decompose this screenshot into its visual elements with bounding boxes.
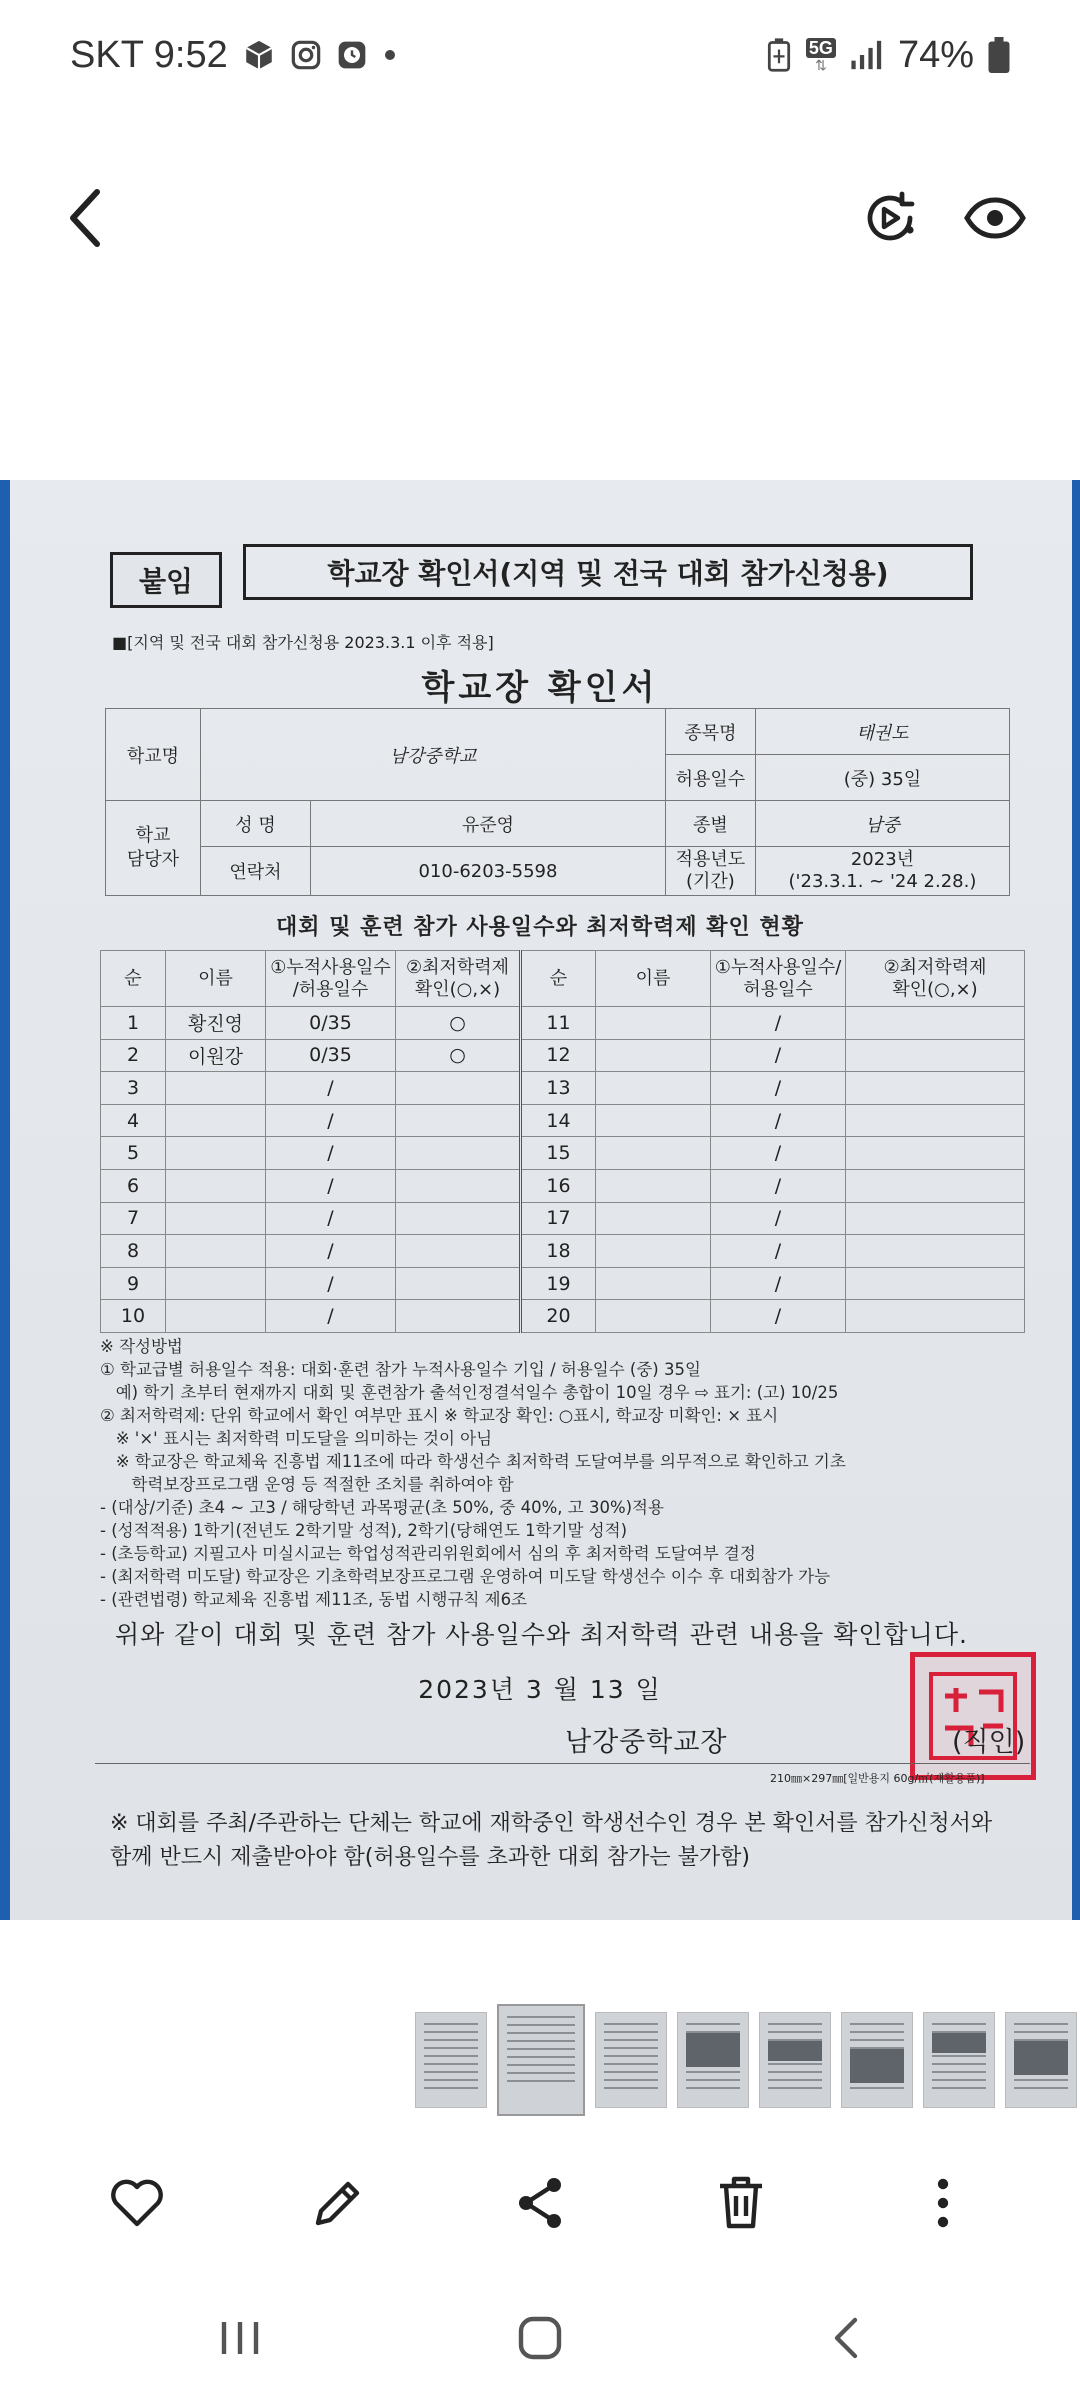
- row-days-right: /: [711, 1169, 846, 1202]
- row-academic-right: [846, 1104, 1025, 1137]
- row-academic-right: [846, 1202, 1025, 1235]
- thumbnail-item[interactable]: [677, 2012, 749, 2108]
- network-type: 5G: [806, 38, 836, 58]
- system-back-button[interactable]: [805, 2300, 885, 2380]
- gender-label: 종별: [665, 801, 755, 847]
- row-academic: [396, 1137, 521, 1170]
- allowed-label: 허용일수: [665, 755, 755, 801]
- instruction-line: ① 학교급별 허용일수 적용: 대회·훈련 참가 누적사용일수 기입 / 허용일수 (중) 35일: [100, 1360, 701, 1379]
- participants-table: [100, 950, 1025, 1333]
- applies-note: ■[지역 및 전국 대회 참가신청용 2023.3.1 이후 적용]: [112, 633, 494, 652]
- thumbnail-item[interactable]: [841, 2012, 913, 2108]
- school-label: 학교명: [106, 709, 201, 801]
- view-button[interactable]: [955, 180, 1035, 260]
- table-row: [101, 1137, 1025, 1170]
- writing-instructions: [100, 1335, 1030, 1611]
- row-academic: ○: [396, 1039, 521, 1072]
- row-academic: [396, 1267, 521, 1300]
- row-name: [166, 1137, 266, 1170]
- col-days-right: ①누적사용일수/ 허용일수: [711, 951, 846, 1007]
- col-name-right: 이름: [596, 951, 711, 1007]
- row-no-right: 17: [521, 1202, 596, 1235]
- official-seal-icon: [910, 1652, 1036, 1780]
- row-academic: [396, 1072, 521, 1105]
- row-days-right: /: [711, 1235, 846, 1268]
- row-days: /: [266, 1169, 396, 1202]
- home-icon: [517, 2315, 563, 2365]
- contact-value: 010-6203-5598: [311, 847, 666, 896]
- table-row: [101, 1235, 1025, 1268]
- row-name: [166, 1267, 266, 1300]
- table-row: [101, 1039, 1025, 1072]
- row-days: /: [266, 1104, 396, 1137]
- row-no: 1: [101, 1007, 166, 1040]
- row-no: 10: [101, 1300, 166, 1333]
- row-days: /: [266, 1267, 396, 1300]
- row-name-right: [596, 1007, 711, 1040]
- row-no: 3: [101, 1072, 166, 1105]
- row-no-right: 18: [521, 1235, 596, 1268]
- row-no: 7: [101, 1202, 166, 1235]
- instruction-line: ※ '×' 표시는 최저학력 미도달을 의미하는 것이 아님: [100, 1429, 493, 1448]
- status-bar: [0, 0, 1080, 110]
- more-options-button[interactable]: [903, 2165, 983, 2245]
- col-academic-right: ②최저학력제 확인(○,×): [846, 951, 1025, 1007]
- instruction-line: ※ 학교장은 학교체육 진흥법 제11조에 따라 학생선수 최저학력 도달여부를 의무적으로 확인하고 기초: [100, 1452, 846, 1471]
- back-button[interactable]: [45, 180, 125, 260]
- table-row: [101, 1300, 1025, 1333]
- instruction-line: - (대상/기준) 초4 ~ 고3 / 해당학년 과목평균(초 50%, 중 40%, 고 30%)적용: [100, 1498, 664, 1517]
- row-academic: ○: [396, 1007, 521, 1040]
- row-name-right: [596, 1169, 711, 1202]
- pencil-icon: [310, 2175, 366, 2235]
- row-name-right: [596, 1235, 711, 1268]
- viewer-top-bar: [0, 150, 1080, 290]
- instruction-line: ② 최저학력제: 단위 학교에서 확인 여부만 표시 ※ 학교장 확인: ○표시, 학교장 미확인: × 표시: [100, 1406, 779, 1425]
- seal-label: (직인): [952, 1727, 1026, 1758]
- share-button[interactable]: [500, 2165, 580, 2245]
- row-name: [166, 1235, 266, 1268]
- table-row: [101, 1072, 1025, 1105]
- favorite-button[interactable]: [97, 2165, 177, 2245]
- system-navigation-bar: [0, 2280, 1080, 2400]
- row-name-right: [596, 1202, 711, 1235]
- row-name: [166, 1202, 266, 1235]
- cube-icon: [242, 38, 276, 72]
- remaster-icon: [860, 188, 920, 252]
- name-value: 유준영: [311, 801, 666, 847]
- home-button[interactable]: [500, 2300, 580, 2380]
- thumbnail-strip[interactable]: [415, 2005, 1077, 2115]
- row-days-right: /: [711, 1300, 846, 1333]
- gender-value: 남중: [755, 801, 1009, 847]
- thumbnail-item[interactable]: [595, 2012, 667, 2108]
- info-table: [105, 708, 1010, 896]
- col-name: 이름: [166, 951, 266, 1007]
- sport-label: 종목명: [665, 709, 755, 755]
- document-title: 학교장 확인서: [421, 668, 659, 708]
- row-academic-right: [846, 1267, 1025, 1300]
- row-no-right: 14: [521, 1104, 596, 1137]
- row-name-right: [596, 1039, 711, 1072]
- row-days-right: /: [711, 1039, 846, 1072]
- instagram-icon: [290, 39, 322, 71]
- row-academic-right: [846, 1072, 1025, 1105]
- recent-apps-icon: [218, 2318, 262, 2362]
- row-academic: [396, 1300, 521, 1333]
- row-days: 0/35: [266, 1007, 396, 1040]
- row-name: 황진영: [166, 1007, 266, 1040]
- col-days: ①누적사용일수 /허용일수: [266, 951, 396, 1007]
- table-row: [101, 1169, 1025, 1202]
- battery-percent: 74%: [897, 33, 974, 76]
- table-row: [101, 1267, 1025, 1300]
- 5g-icon: 5G ⇅: [806, 38, 836, 72]
- row-academic-right: [846, 1169, 1025, 1202]
- row-days: /: [266, 1202, 396, 1235]
- row-no-right: 19: [521, 1267, 596, 1300]
- recent-apps-button[interactable]: [200, 2300, 280, 2380]
- back-arrow-icon: [65, 188, 105, 252]
- row-academic: [396, 1202, 521, 1235]
- row-no: 9: [101, 1267, 166, 1300]
- heart-icon: [109, 2178, 165, 2232]
- eye-icon: [963, 196, 1027, 244]
- year-value: 2023년 ('23.3.1. ~ '24 2.28.): [755, 847, 1009, 896]
- row-no: 5: [101, 1137, 166, 1170]
- col-no-right: 순: [521, 951, 596, 1007]
- attachment-tag: 붙임: [110, 552, 222, 608]
- divider: [95, 1763, 1030, 1764]
- form-size: 210㎜×297㎜[일반용지 60g/㎡(재활용품)]: [770, 1772, 985, 1785]
- notification-dot-icon: [382, 47, 398, 63]
- row-no: 8: [101, 1235, 166, 1268]
- trash-icon: [716, 2174, 766, 2236]
- delete-button[interactable]: [701, 2165, 781, 2245]
- document-photo: [0, 480, 1080, 1920]
- row-days: /: [266, 1072, 396, 1105]
- thumbnail-item[interactable]: [1005, 2012, 1077, 2108]
- row-name: [166, 1072, 266, 1105]
- row-no: 6: [101, 1169, 166, 1202]
- row-name-right: [596, 1300, 711, 1333]
- table-row: [101, 1202, 1025, 1235]
- col-no: 순: [101, 951, 166, 1007]
- row-name-right: [596, 1137, 711, 1170]
- row-no-right: 12: [521, 1039, 596, 1072]
- share-icon: [514, 2175, 566, 2235]
- row-academic: [396, 1235, 521, 1268]
- row-no-right: 13: [521, 1072, 596, 1105]
- row-name: [166, 1300, 266, 1333]
- principal-name: 남강중학교장: [565, 1727, 728, 1758]
- row-days-right: /: [711, 1267, 846, 1300]
- row-name: [166, 1104, 266, 1137]
- instruction-line: - (성적적용) 1학기(전년도 2학기말 성적), 2학기(당해연도 1학기말 성적): [100, 1521, 628, 1540]
- carrier-time: SKT 9:52: [70, 33, 228, 76]
- confirm-text: 위와 같이 대회 및 훈련 참가 사용일수와 최저학력 관련 내용을 확인합니다.: [115, 1620, 968, 1649]
- row-days-right: /: [711, 1007, 846, 1040]
- section-title: 대회 및 훈련 참가 사용일수와 최저학력제 확인 현황: [276, 915, 804, 940]
- thumbnail-item[interactable]: [759, 2012, 831, 2108]
- teacher-label: 학교 담당자: [106, 801, 201, 896]
- row-academic-right: [846, 1235, 1025, 1268]
- row-academic-right: [846, 1039, 1025, 1072]
- col-academic: ②최저학력제 확인(○,×): [396, 951, 521, 1007]
- row-days: /: [266, 1137, 396, 1170]
- remaster-button[interactable]: [850, 180, 930, 260]
- row-days-right: /: [711, 1072, 846, 1105]
- more-vertical-icon: [935, 2178, 951, 2232]
- action-bar: [0, 2150, 1080, 2260]
- battery-saver-icon: [766, 37, 792, 73]
- row-academic: [396, 1104, 521, 1137]
- row-name-right: [596, 1267, 711, 1300]
- name-label: 성 명: [201, 801, 311, 847]
- row-academic-right: [846, 1007, 1025, 1040]
- row-no-right: 20: [521, 1300, 596, 1333]
- header-title: 학교장 확인서(지역 및 전국 대회 참가신청용): [243, 544, 973, 600]
- instruction-line: ※ 작성방법: [100, 1337, 183, 1356]
- year-label: 적용년도 (기간): [665, 847, 755, 896]
- thumbnail-item[interactable]: [923, 2012, 995, 2108]
- row-name: 이원강: [166, 1039, 266, 1072]
- sport-value: 태권도: [755, 709, 1009, 755]
- thumbnail-item[interactable]: [497, 2004, 585, 2116]
- row-no-right: 11: [521, 1007, 596, 1040]
- row-days-right: /: [711, 1104, 846, 1137]
- footnote: ※ 대회를 주최/주관하는 단체는 학교에 재학중인 학생선수인 경우 본 확인서를 참가신청서와 함께 반드시 제출받아야 함(허용일수를 초과한 대회 참가는 불가함): [110, 1811, 993, 1870]
- table-row: [101, 1007, 1025, 1040]
- instruction-line: 학력보장프로그램 운영 등 적절한 조치를 취하여야 함: [100, 1475, 514, 1494]
- row-no: 4: [101, 1104, 166, 1137]
- row-name: [166, 1169, 266, 1202]
- allowed-value: (중) 35일: [755, 755, 1009, 801]
- row-academic-right: [846, 1300, 1025, 1333]
- row-days-right: /: [711, 1137, 846, 1170]
- instruction-line: - (최저학력 미도달) 학교장은 기초학력보장프로그램 운영하여 미도달 학생선수 이수 후 대회참가 가능: [100, 1567, 831, 1586]
- row-name-right: [596, 1104, 711, 1137]
- row-name-right: [596, 1072, 711, 1105]
- table-row: [101, 1104, 1025, 1137]
- contact-label: 연락처: [201, 847, 311, 896]
- row-no-right: 15: [521, 1137, 596, 1170]
- row-academic: [396, 1169, 521, 1202]
- school-value: 남강중학교: [201, 709, 666, 801]
- row-days: /: [266, 1300, 396, 1333]
- row-no-right: 16: [521, 1169, 596, 1202]
- row-days-right: /: [711, 1202, 846, 1235]
- row-academic-right: [846, 1137, 1025, 1170]
- instruction-line: 예) 학기 초부터 현재까지 대회 및 훈련참가 출석인정결석일수 총합이 10일 경우 ⇨ 표기: (고) 10/25: [100, 1383, 839, 1402]
- edit-button[interactable]: [298, 2165, 378, 2245]
- row-days: /: [266, 1235, 396, 1268]
- instruction-line: - (관련법령) 학교체육 진흥법 제11조, 동법 시행규칙 제6조: [100, 1590, 527, 1609]
- instruction-line: - (초등학교) 지필고사 미실시교는 학업성적관리위원회에서 심의 후 최저학력 도달여부 결정: [100, 1544, 756, 1563]
- confirm-date: 2023년 3 월 13 일: [418, 1675, 662, 1704]
- signal-icon: [850, 39, 884, 71]
- row-no: 2: [101, 1039, 166, 1072]
- row-days: 0/35: [266, 1039, 396, 1072]
- image-viewer[interactable]: [0, 480, 1080, 1920]
- battery-icon: [988, 37, 1010, 73]
- clock-app-icon: [336, 39, 368, 71]
- thumbnail-item[interactable]: [415, 2012, 487, 2108]
- back-chevron-icon: [831, 2316, 859, 2364]
